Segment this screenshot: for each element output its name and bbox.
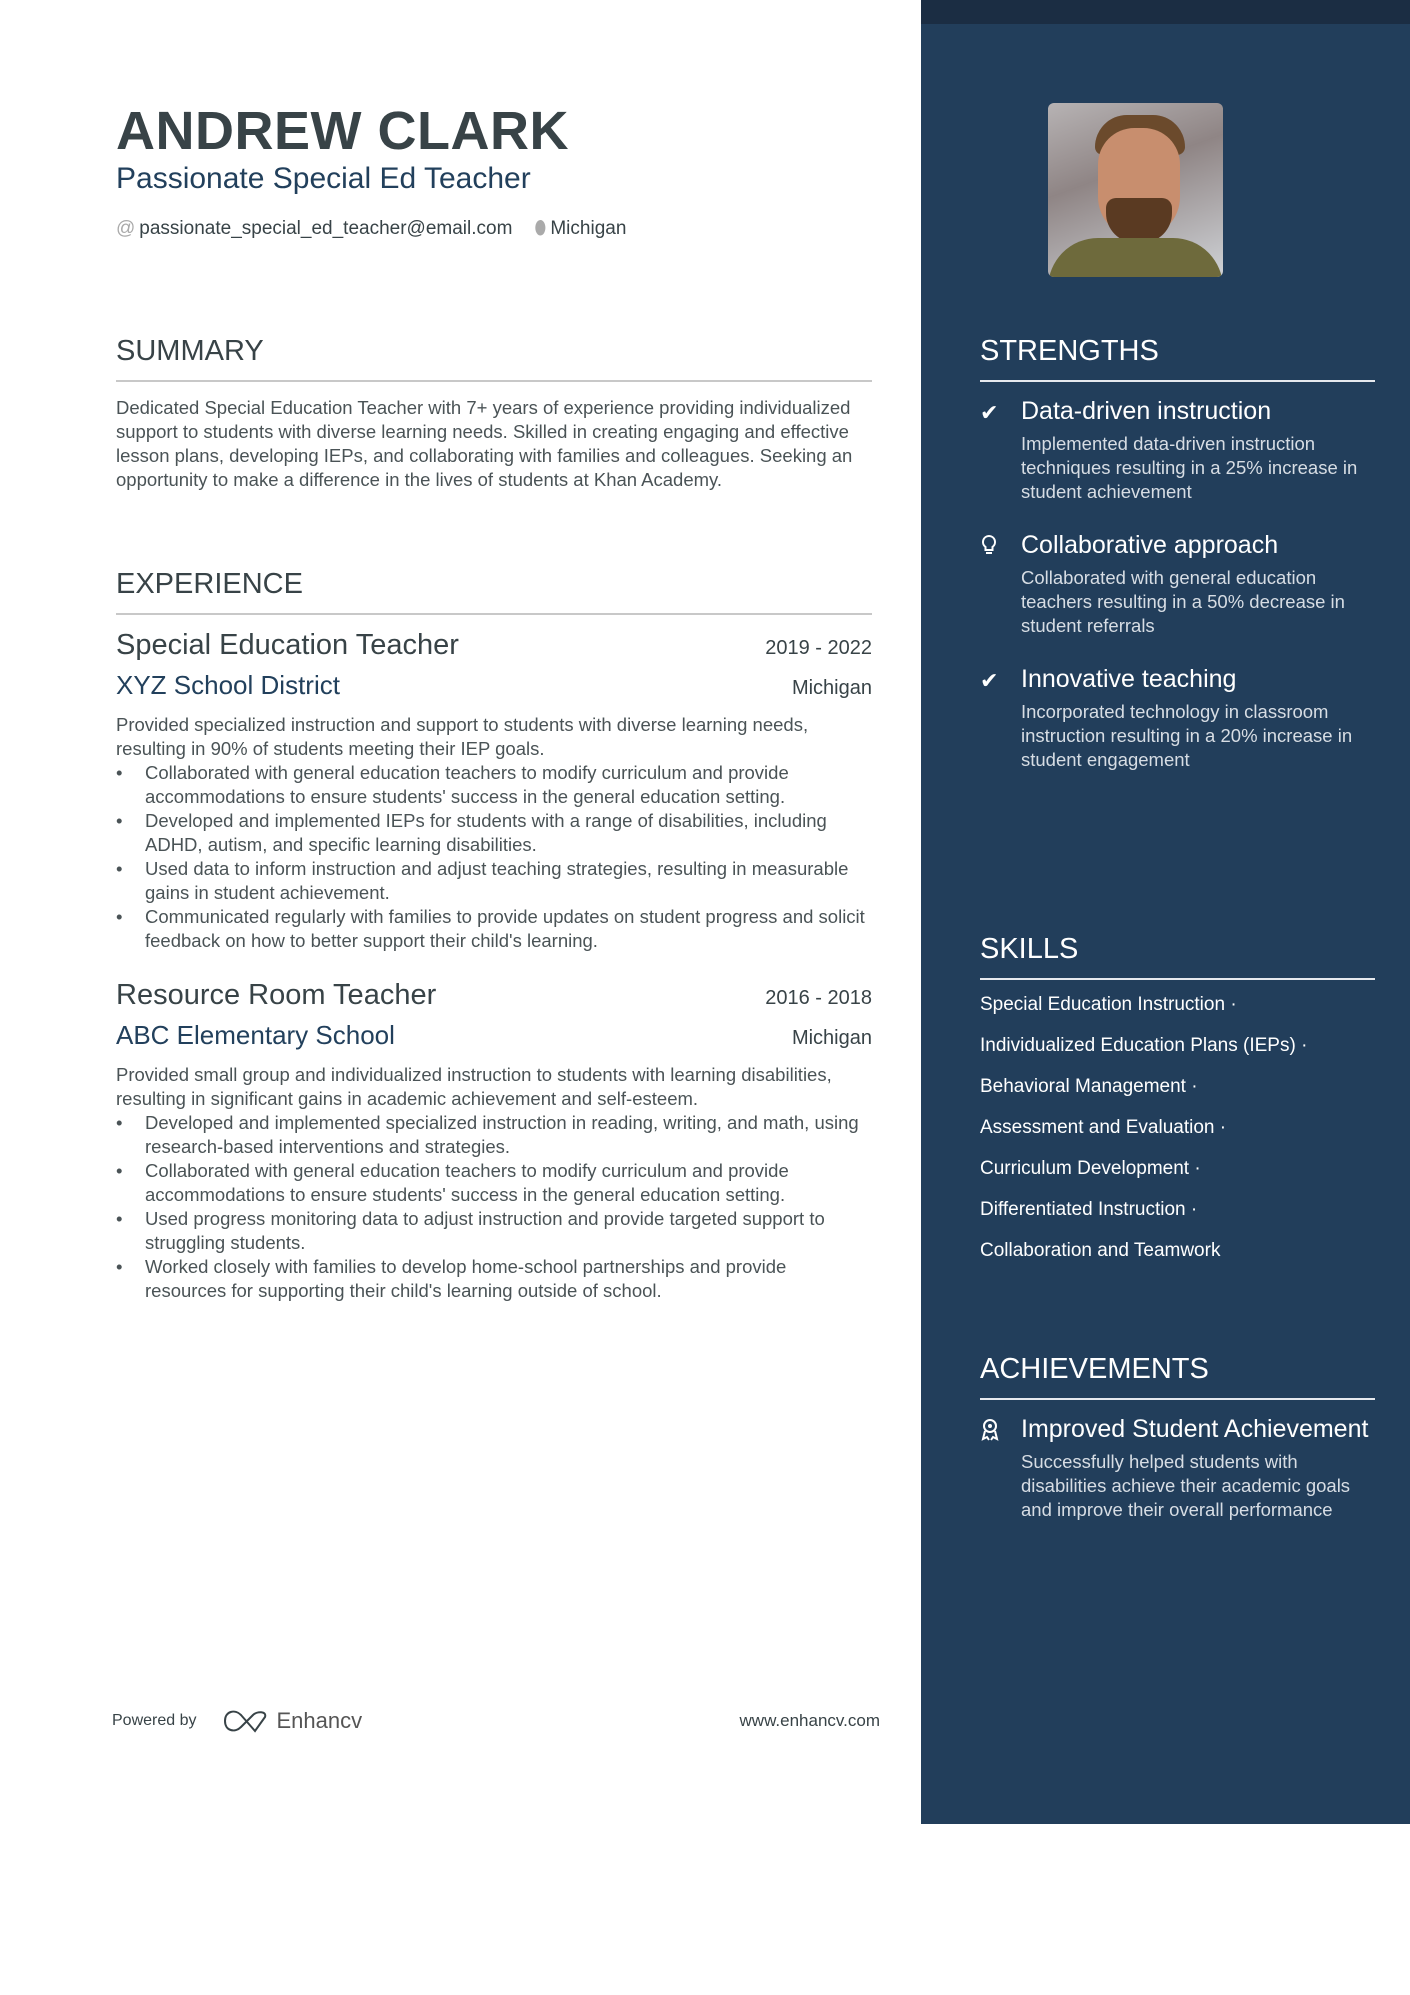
experience-section (116, 568, 872, 1329)
at-icon: @ (116, 218, 136, 239)
location-text: Michigan (550, 218, 627, 239)
brand-name: Enhancv (276, 1708, 363, 1733)
job-bullet: • Used progress monitoring data to adjust instruction and provide targeted support to struggling students. (116, 1207, 872, 1255)
skill-item (980, 1240, 1375, 1262)
skill-label: Curriculum Development (980, 1158, 1190, 1179)
skill-item: Individualized Education Plans (IEPs) · (980, 1035, 1308, 1056)
job-description: Provided specialized instruction and support to students with diverse learning needs, resulting in 90% of students meeting their IEP goals. (116, 714, 809, 759)
award-icon (980, 1418, 1000, 1448)
footer (112, 1708, 880, 1734)
job-bullet: • Developed and implemented specialized instruction in reading, writing, and math, using research-based interventions and strategies. (116, 1111, 872, 1159)
job-entry (116, 979, 872, 1303)
skill-label: Special Education Instruction (980, 994, 1226, 1015)
skill-item: Assessment and Evaluation · (980, 1117, 1227, 1138)
item-description: Implemented data-driven instruction techniques resulting in a 25% increase in student achievement (1021, 433, 1358, 502)
skills-section (980, 933, 1375, 1281)
job-bullet: • Collaborated with general education teachers to modify curriculum and provide accommodations to ensure students' success in the general education setting. (116, 1159, 872, 1207)
job-bullet: • Used data to inform instruction and adjust teaching strategies, resulting in measurable gains in student achievement. (116, 857, 872, 905)
job-bullet: • Developed and implemented IEPs for students with a range of disabilities, including ADHD, autism, and specific learning disabilities. (116, 809, 872, 857)
job-bullets (116, 1111, 872, 1303)
contact-info (116, 218, 626, 240)
location-pin-icon: ⬮ (534, 218, 547, 239)
strengths-item (980, 396, 1375, 504)
job-bullet: • Collaborated with general education teachers to modify curriculum and provide accommodations to ensure students' success in the general education setting. (116, 761, 872, 809)
skill-label: Assessment and Evaluation (980, 1117, 1215, 1138)
strengths-item (980, 530, 1375, 638)
strengths-section (980, 335, 1375, 798)
skill-label: Collaboration and Teamwork (980, 1240, 1221, 1261)
company-name: XYZ School District (116, 670, 340, 700)
email[interactable] (116, 218, 512, 240)
skill-item: Behavioral Management · (980, 1076, 1198, 1097)
job-location: Michigan (791, 677, 872, 699)
skill-label: Behavioral Management (980, 1076, 1186, 1097)
location (534, 218, 626, 240)
skill-item: Curriculum Development · (980, 1158, 1201, 1179)
item-description: Collaborated with general education teachers resulting in a 50% decrease in student referrals (1021, 567, 1345, 636)
job-description: Provided small group and individualized instruction to students with learning disabilities, resulting in significant gains in academic achievement and self-esteem. (116, 1064, 832, 1109)
item-description: Incorporated technology in classroom instruction resulting in a 20% increase in student engagement (1021, 701, 1353, 770)
achievements-section (980, 1353, 1375, 1548)
email-text: passionate_special_ed_teacher@email.com (139, 218, 513, 239)
enhancv-logo-icon (223, 1709, 269, 1733)
website-link[interactable]: www.enhancv.com (739, 1711, 880, 1730)
powered-by-label: Powered by (112, 1712, 197, 1729)
section-heading: ACHIEVEMENTS (980, 1353, 1375, 1400)
item-title: Improved Student Achievement (1021, 1415, 1369, 1443)
job-bullets (116, 761, 872, 953)
job-entry (116, 629, 872, 953)
job-bullet: • Worked closely with families to develop home-school partnerships and provide resources for supporting their child's learning outside of school. (116, 1255, 872, 1303)
check-icon: ✔ (980, 400, 999, 425)
section-heading: STRENGTHS (980, 335, 1375, 382)
skill-item: Differentiated Instruction · (980, 1199, 1198, 1220)
job-location: Michigan (791, 1027, 872, 1049)
top-band (921, 0, 1410, 24)
item-title: Collaborative approach (1021, 531, 1279, 559)
profile-photo (1048, 103, 1223, 277)
company-name: ABC Elementary School (116, 1020, 395, 1050)
item-description: Successfully helped students with disabilities achieve their academic goals and improve their overall performance (1021, 1451, 1351, 1520)
job-title: Resource Room Teacher (116, 979, 437, 1011)
strengths-item (980, 664, 1375, 772)
summary-text: Dedicated Special Education Teacher with 7+ years of experience providing individualized support to students with diverse learning needs. Skilled in creating engaging and effective lesson plans, developing IEPs, and collaborating with families and colleagues. Seeking an opportunity to make a difference in the lives of students at Khan Academy. (116, 397, 853, 490)
item-title: Innovative teaching (1021, 665, 1237, 693)
section-heading: SUMMARY (116, 335, 872, 382)
section-heading: EXPERIENCE (116, 568, 872, 615)
skill-label: Individualized Education Plans (IEPs) (980, 1035, 1296, 1056)
job-bullet: • Communicated regularly with families to provide updates on student progress and solicit feedback on how to better support their child's learning. (116, 905, 872, 953)
lightbulb-icon (980, 534, 998, 562)
candidate-name: ANDREW CLARK (116, 101, 569, 161)
sidebar (921, 0, 1410, 1824)
job-title: Special Education Teacher (116, 629, 459, 661)
job-dates: 2019 - 2022 (765, 637, 872, 659)
job-dates: 2016 - 2018 (765, 987, 872, 1009)
check-icon: ✔ (980, 668, 999, 693)
item-title: Data-driven instruction (1021, 397, 1272, 425)
skill-label: Differentiated Instruction (980, 1199, 1186, 1220)
summary-section (116, 335, 872, 492)
section-heading: SKILLS (980, 933, 1375, 980)
candidate-title: Passionate Special Ed Teacher (116, 162, 531, 195)
enhancv-logo[interactable] (223, 1708, 363, 1734)
achievements-item (980, 1414, 1375, 1522)
skill-item: Special Education Instruction · (980, 994, 1237, 1015)
